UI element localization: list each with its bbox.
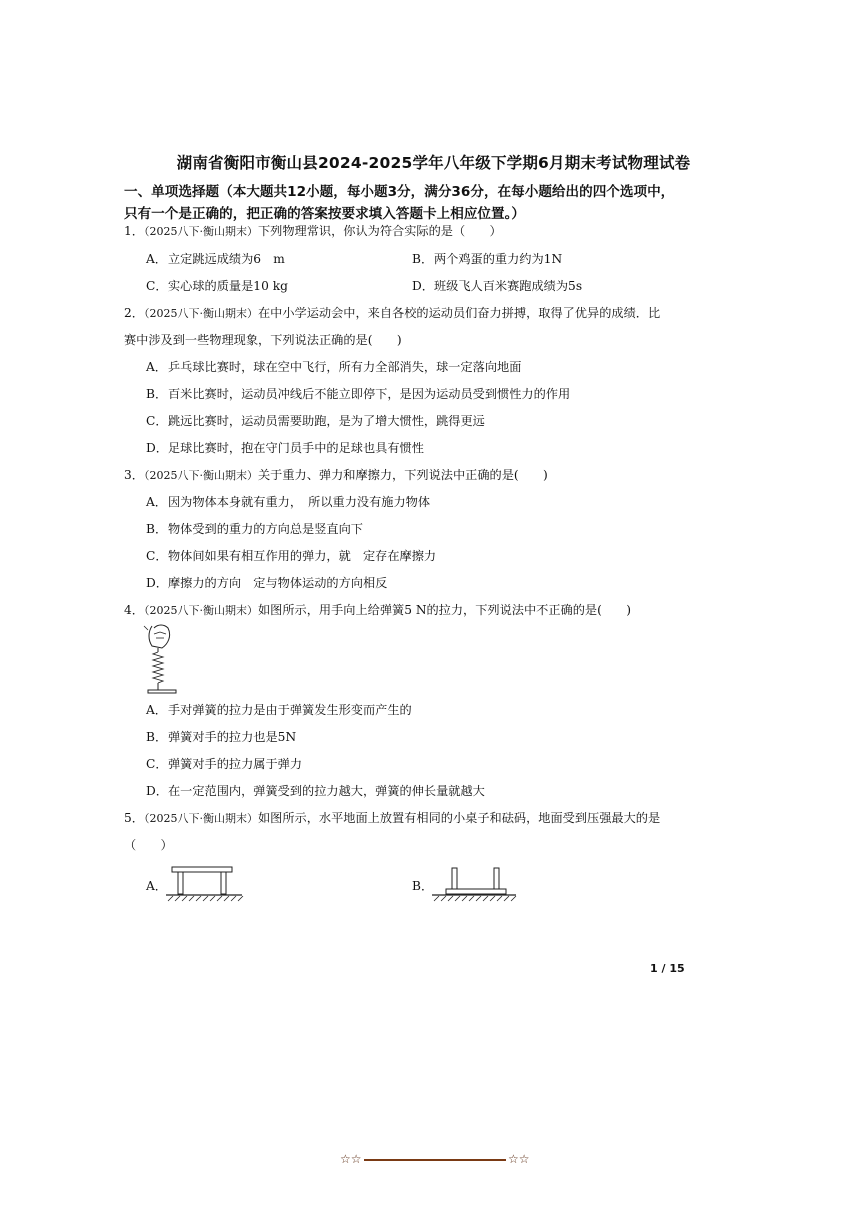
- question-2-option-a: A．乒乓球比赛时，球在空中飞行，所有力全部消失，球一定落向地面: [146, 360, 522, 374]
- question-3-option-b: B．物体受到的重力的方向总是竖直向下: [146, 522, 363, 536]
- question-1-option-d: D．班级飞人百米赛跑成绩为5s: [412, 279, 583, 293]
- question-1-option-c: C．实心球的质量是10 kg: [146, 279, 288, 293]
- question-text: 如图所示，用手向上给弹簧5 N的拉力，下列说法中不正确的是( ): [257, 603, 632, 617]
- section-heading-line-2: 只有一个是正确的，把正确的答案按要求填入答题卡上相应位置。）: [124, 206, 526, 222]
- question-source: （2025八下·衡山期末）: [143, 604, 258, 617]
- question-5-option-a-label: A．: [146, 879, 167, 893]
- question-text: 如图所示，水平地面上放置有相同的小桌子和砝码，地面受到压强最大的是: [257, 811, 661, 825]
- exam-title: 湖南省衡阳市衡山县2024-2025学年八年级下学期6月期末考试物理试卷: [176, 154, 691, 172]
- question-source: （2025八下·衡山期末）: [143, 225, 258, 238]
- question-4-stem: [124, 601, 704, 620]
- question-text: 关于重力、弹力和摩擦力，下列说法中正确的是( ): [257, 468, 548, 482]
- question-3-option-a: A．因为物体本身就有重力， 所以重力没有施力物体: [146, 495, 431, 509]
- question-4-option-d: D．在一定范围内，弹簧受到的拉力越大，弹簧的伸长量就越大: [146, 784, 485, 798]
- question-2-option-c: C．跳远比赛时，运动员需要助跑，是为了增大惯性，跳得更远: [146, 414, 485, 428]
- question-5-stem: [124, 809, 704, 828]
- question-source: （2025八下·衡山期末）: [143, 469, 258, 482]
- question-number: 2．: [124, 306, 144, 320]
- question-3-stem: [124, 466, 704, 485]
- table-inverted-figure: [430, 864, 520, 904]
- question-number: 1．: [124, 224, 144, 238]
- question-text: 在中小学运动会中，来自各校的运动员们奋力拼搏，取得了优异的成绩．比: [257, 306, 661, 320]
- question-3-option-c: C．物体间如果有相互作用的弹力，就 定存在摩擦力: [146, 549, 437, 563]
- star-icon: ☆☆: [508, 1152, 530, 1166]
- question-source: （2025八下·衡山期末）: [143, 812, 258, 825]
- question-number: 3．: [124, 468, 144, 482]
- question-number: 5．: [124, 811, 144, 825]
- question-number: 4．: [124, 603, 144, 617]
- question-3-option-d: D．摩擦力的方向 定与物体运动的方向相反: [146, 576, 388, 590]
- question-text: 下列物理常识，你认为符合实际的是（ ）: [257, 224, 502, 238]
- question-2-stem: [124, 304, 704, 323]
- section-heading-line-1: 一、单项选择题（本大题共12小题，每小题3分，满分36分，在每小题给出的四个选项中，: [124, 184, 675, 200]
- question-5-option-b-label: B．: [412, 879, 434, 893]
- question-1-stem: [124, 222, 704, 241]
- footer-divider: [364, 1159, 506, 1161]
- table-upright-figure: [164, 864, 246, 904]
- page-number: 1 / 15: [650, 962, 685, 975]
- question-2-stem-line-2: 赛中涉及到一些物理现象，下列说法正确的是( ): [124, 333, 402, 347]
- question-2-option-b: B．百米比赛时，运动员冲线后不能立即停下，是因为运动员受到惯性力的作用: [146, 387, 571, 401]
- question-4-option-c: C．弹簧对手的拉力属于弹力: [146, 757, 303, 771]
- question-source: （2025八下·衡山期末）: [143, 307, 258, 320]
- hand-spring-figure: [140, 622, 180, 698]
- question-4-option-a: A．手对弹簧的拉力是由于弹簧发生形变而产生的: [146, 703, 412, 717]
- section-heading: [124, 181, 704, 225]
- footer-decoration: [340, 1151, 530, 1167]
- question-2-option-d: D．足球比赛时，抱在守门员手中的足球也具有惯性: [146, 441, 424, 455]
- question-1-option-a: A．立定跳远成绩为6 m: [146, 252, 285, 266]
- question-1-option-b: B．两个鸡蛋的重力约为1N: [412, 252, 563, 266]
- star-icon: ☆☆: [340, 1152, 362, 1166]
- question-4-option-b: B．弹簧对手的拉力也是5N: [146, 730, 297, 744]
- question-5-stem-line-2: （ ）: [124, 838, 173, 852]
